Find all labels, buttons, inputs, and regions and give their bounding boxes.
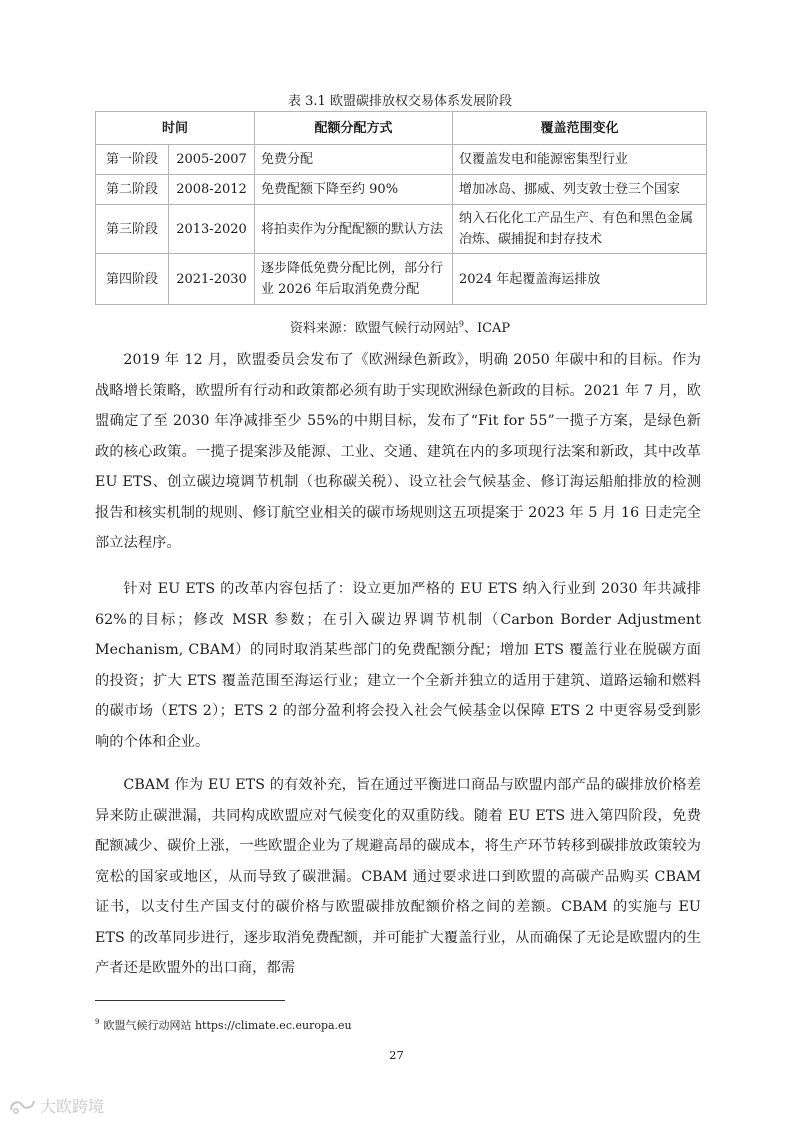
cell-allocation: 免费分配: [255, 145, 453, 175]
cell-period: 2021-2030: [169, 254, 255, 305]
table-source: [95, 317, 705, 336]
table-caption: 表 3.1 欧盟碳排放权交易体系发展阶段: [288, 94, 512, 109]
watermark: [8, 1094, 104, 1117]
watermark-logo-icon: [8, 1096, 38, 1116]
source-prefix: 资料来源：欧盟气候行动网站: [289, 321, 459, 336]
cell-allocation: 逐步降低免费分配比例，部分行业 2026 年后取消免费分配: [255, 254, 453, 305]
cell-stage: 第一阶段: [96, 145, 169, 175]
cell-stage: 第四阶段: [96, 254, 169, 305]
table-header-row: [96, 112, 707, 145]
cell-coverage: 增加冰岛、挪威、列支敦士登三个国家: [453, 175, 707, 205]
table-row: [96, 205, 707, 254]
body-paragraph: CBAM 作为 EU ETS 的有效补充，旨在通过平衡进口商品与欧盟内部产品的碳排放价格差异来防止碳泄漏，共同构成欧盟应对气候变化的双重防线。随着 EU ETS 进入第四阶段，免费配额减少、碳价上涨，一些欧盟企业为了规避高昂的碳成本，将生产环节转移到碳排放政策较为宽松的国家或地区，从而导致了碳泄漏。CBAM 通过要求进口到欧盟的高碳产品购买 CBAM 证书，以支付生产国支付的碳价格与欧盟碳排放配额价格之间的差额。CBAM 的实施与 EU ETS 的改革同步进行，逐步取消免费配额，并可能扩大覆盖行业，从而确保了无论是欧盟内的生产者还是欧盟外的出口商，都需: [95, 777, 701, 976]
cell-coverage: 2024 年起覆盖海运排放: [453, 254, 707, 305]
table-row: [96, 145, 707, 175]
cell-allocation: 免费配额下降至约 90%: [255, 175, 453, 205]
cell-stage: 第三阶段: [96, 205, 169, 254]
table-row: [96, 254, 707, 305]
footnote: [95, 1017, 352, 1033]
header-time: 时间: [96, 112, 255, 145]
footnote-divider: [95, 1000, 285, 1001]
cell-stage: 第二阶段: [96, 175, 169, 205]
cell-period: 2005-2007: [169, 145, 255, 175]
source-footnote-mark: 9: [458, 319, 464, 329]
header-coverage: 覆盖范围变化: [453, 112, 707, 145]
eu-ets-phases-table: [95, 111, 707, 305]
body-paragraph: 针对 EU ETS 的改革内容包括了：设立更加严格的 EU ETS 纳入行业到 2030 年共减排 62%的目标；修改 MSR 参数；在引入碳边界调节机制（Carbon Border Adjustment Mechanism, CBAM）的同时取消某些部门的免费配额分配；增加 ETS 覆盖行业在脱碳方面的投资；扩大 ETS 覆盖范围至海运行业；建立一个全新并独立的适用于建筑、道路运输和燃料的碳市场（ETS 2）；ETS 2 的部分盈利将会投入社会气候基金以保障 ETS 2 中更容易受到影响的个体和企业。: [95, 581, 701, 750]
source-suffix: 、ICAP: [463, 321, 511, 336]
cell-allocation: 将拍卖作为分配配额的默认方法: [255, 205, 453, 254]
cell-period: 2008-2012: [169, 175, 255, 205]
table-row: [96, 175, 707, 205]
footnote-text: 欧盟气候行动网站 https://climate.ec.europa.eu: [103, 1019, 352, 1032]
footnote-mark: 9: [95, 1018, 100, 1027]
cell-coverage: 仅覆盖发电和能源密集型行业: [453, 145, 707, 175]
cell-period: 2013-2020: [169, 205, 255, 254]
header-allocation: 配额分配方式: [255, 112, 453, 145]
watermark-text: 大欧跨境: [40, 1097, 105, 1116]
body-paragraph: 2019 年 12 月，欧盟委员会发布了《欧洲绿色新政》，明确 2050 年碳中和的目标。作为战略增长策略，欧盟所有行动和政策都必须有助于实现欧洲绿色新政的目标。2021 年 7 月，欧盟确定了至 2030 年净减排至少 55%的中期目标，发布了“Fit for 55”一揽子方案，是绿色新政的核心政策。一揽子提案涉及能源、工业、交通、建筑在内的多项现行法案和新政，其中改革 EU ETS、创立碳边境调节机制（也称碳关税）、设立社会气候基金、修订海运船舶排放的检测报告和核实机制的规则、修订航空业相关的碳市场规则这五项提案于 2023 年 5 月 16 日走完全部立法程序。: [95, 352, 701, 551]
cell-coverage: 纳入石化化工产品生产、有色和黑色金属冶炼、碳捕捉和封存技术: [453, 205, 707, 254]
page-number: 27: [389, 1048, 404, 1062]
